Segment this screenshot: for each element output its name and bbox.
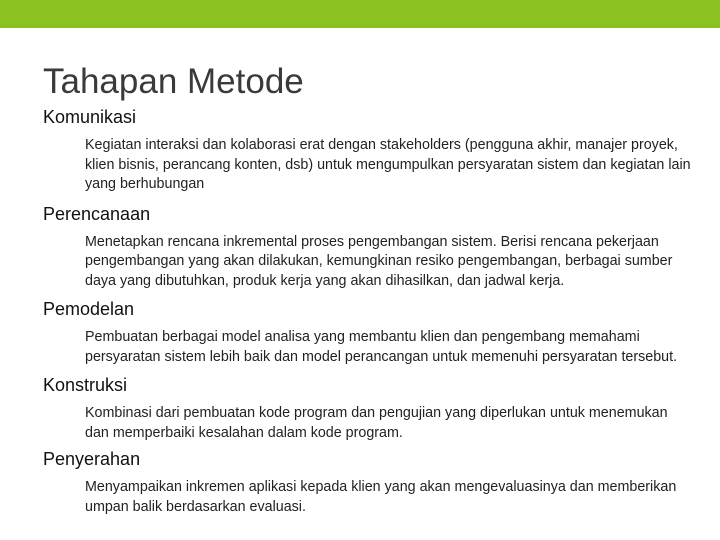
top-accent-bar: [0, 0, 720, 28]
section-perencanaan: [43, 203, 693, 292]
section-penyerahan: [43, 448, 693, 517]
section-komunikasi: [43, 106, 693, 195]
section-heading: Komunikasi: [43, 107, 137, 127]
slide-title: Tahapan Metode: [43, 62, 304, 101]
section-heading: Pemodelan: [43, 299, 135, 319]
section-body: Kombinasi dari pembuatan kode program dan pengujian yang diperlukan untuk menemukan dan memperbaiki kesalahan dalam kode program.: [85, 405, 668, 441]
section-heading: Penyerahan: [43, 449, 141, 469]
section-body: Menetapkan rencana inkremental proses pengembangan sistem. Berisi rencana pekerjaan pengembangan yang akan dilakukan, kemungkinan resiko pengembangan, berbagai sumber daya yang dibutuhkan, produk kerja yang akan dihasilkan, dan jadwal kerja.: [85, 233, 673, 289]
slide-content: [43, 106, 693, 517]
section-heading: Perencanaan: [43, 203, 151, 224]
section-pemodelan: [43, 298, 693, 367]
section-body: Menyampaikan inkremen aplikasi kepada klien yang akan mengevaluasinya dan memberikan umpan balik berdasarkan evaluasi.: [85, 479, 677, 515]
section-body: Kegiatan interaksi dan kolaborasi erat dengan stakeholders (pengguna akhir, manajer proyek, klien bisnis, perancang konten, dsb) untuk mengumpulkan persyaratan sistem dan kegiatan lain yang berhubungan: [85, 137, 691, 192]
section-konstruksi: [43, 374, 693, 443]
section-heading: Konstruksi: [43, 375, 128, 395]
section-body: Pembuatan berbagai model analisa yang membantu klien dan pengembang memahami persyaratan sistem lebih baik dan model perancangan untuk memenuhi persyaratan tersebut.: [85, 329, 678, 365]
